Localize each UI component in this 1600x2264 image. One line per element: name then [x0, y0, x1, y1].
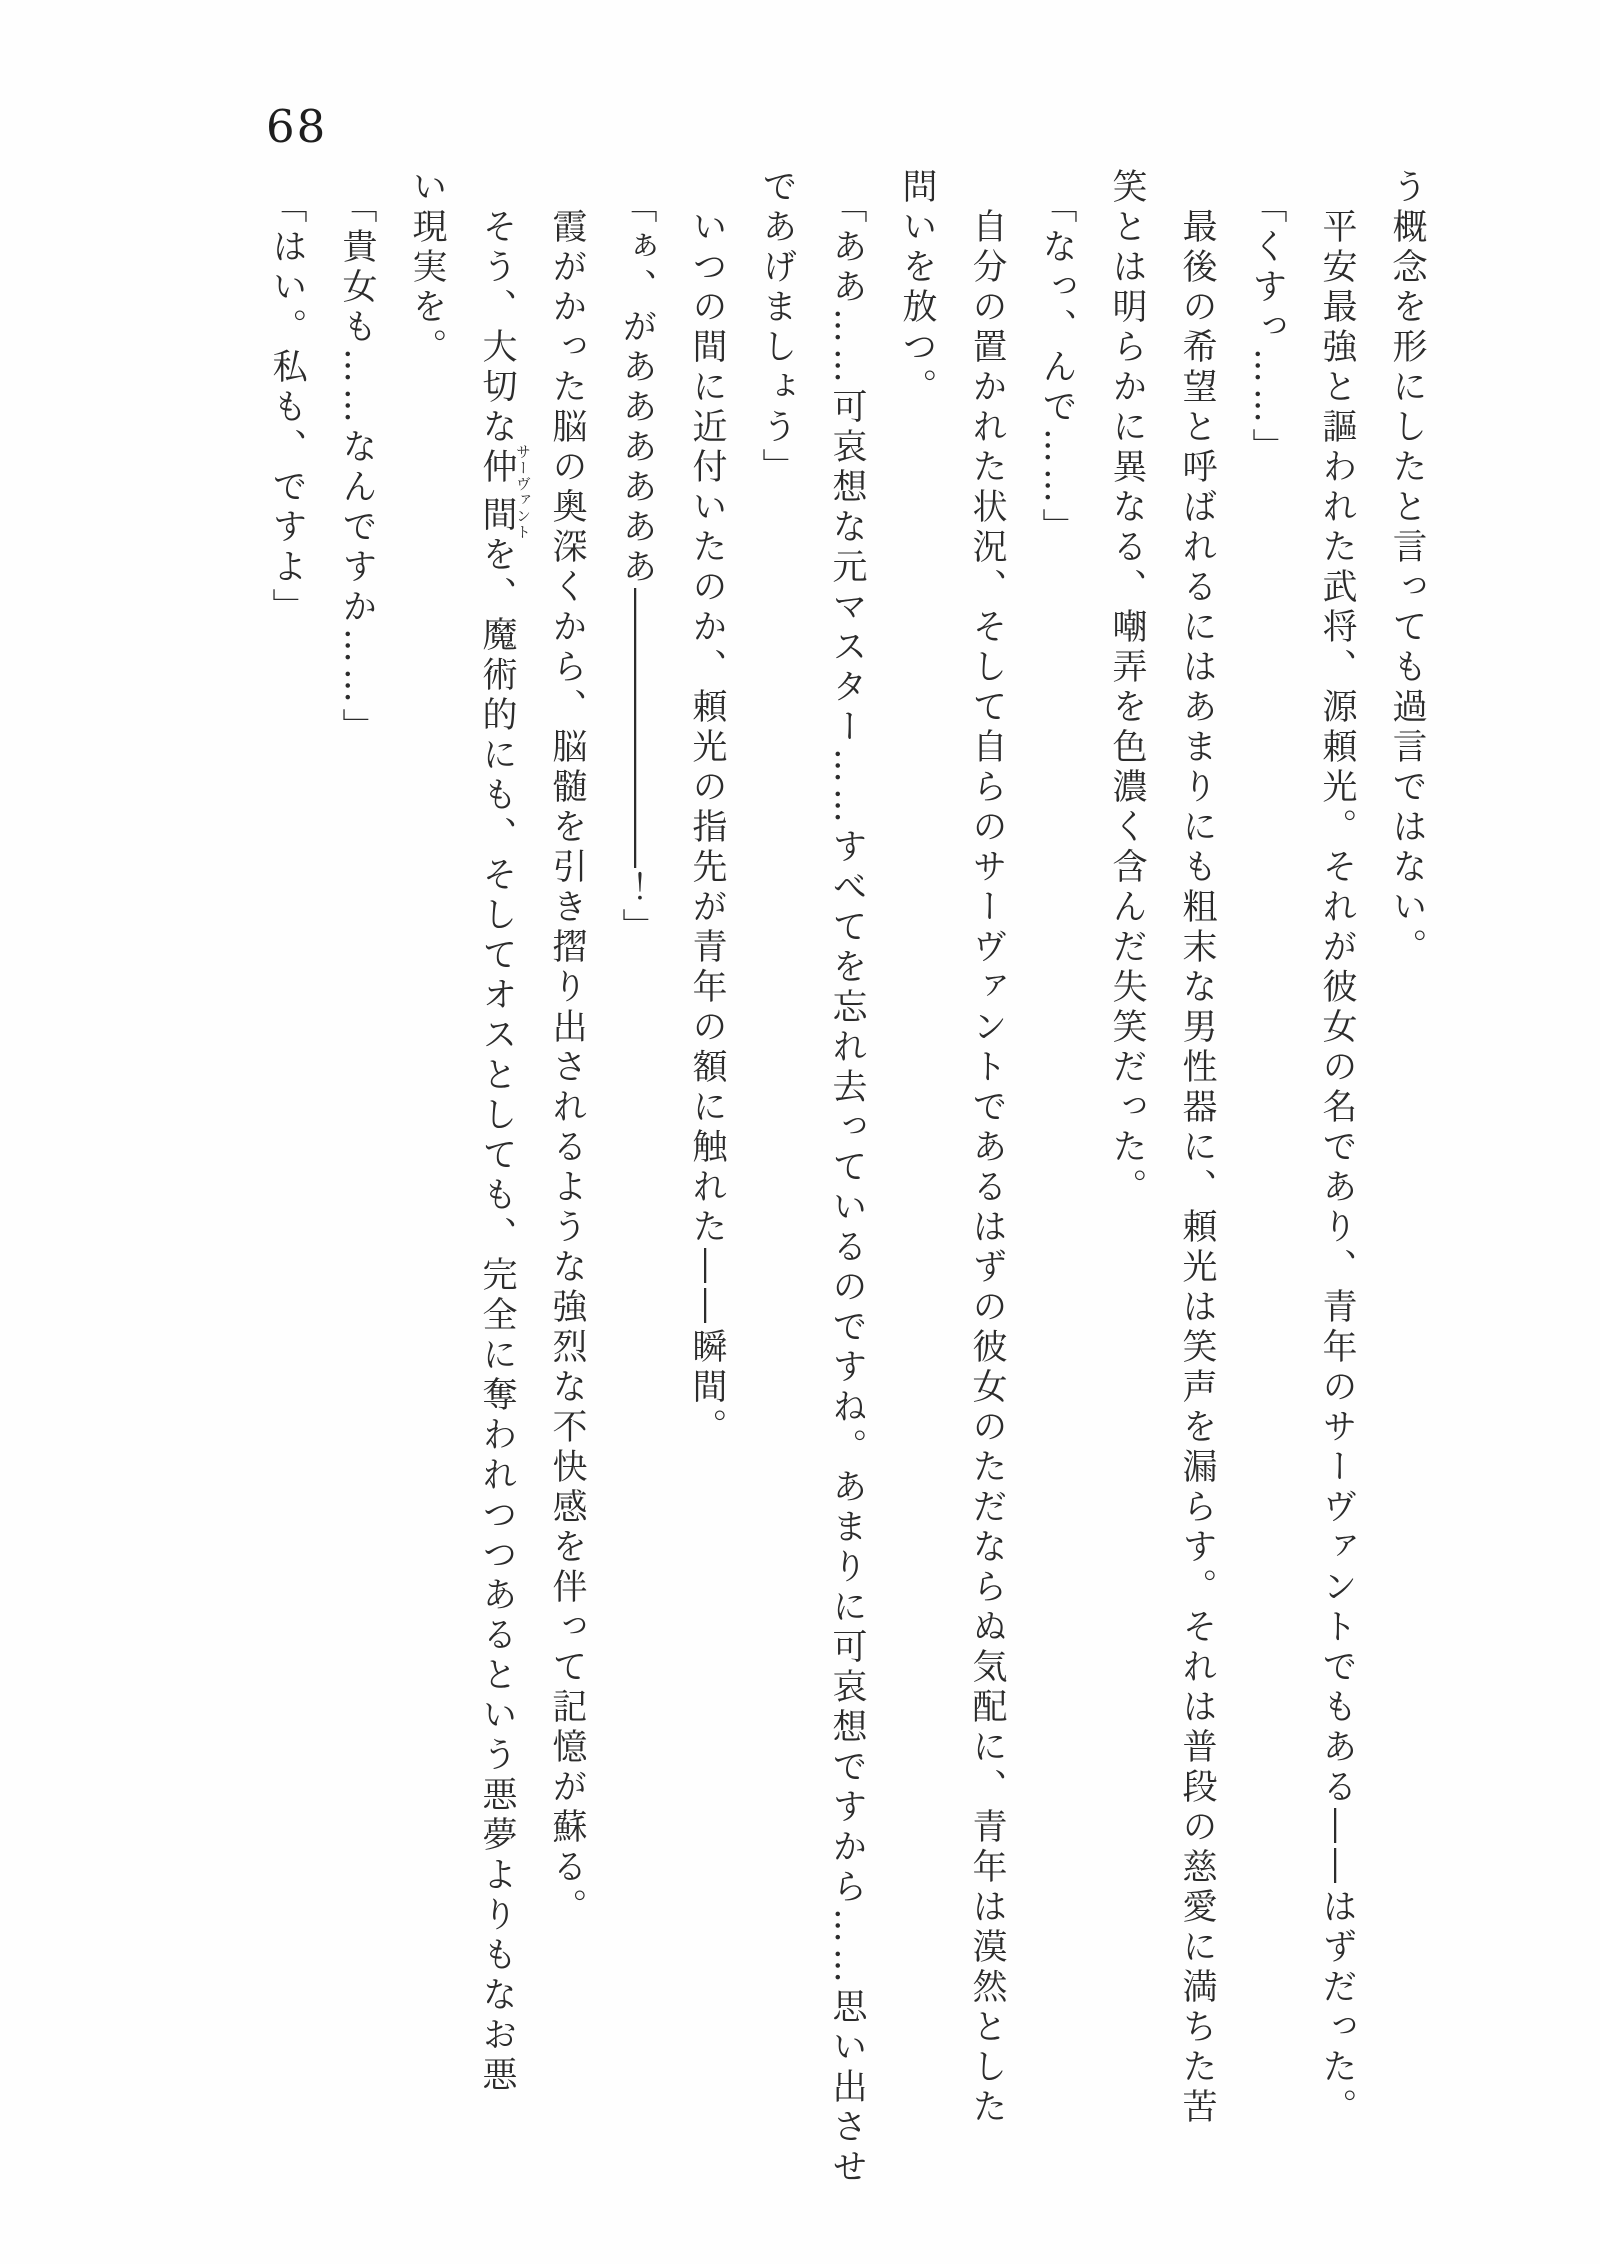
text-column: [252, 168, 322, 2140]
text-column: [1092, 168, 1162, 2140]
text-column: [392, 168, 462, 2140]
text-run: 笑とは明らかに異なる、嘲弄を色濃く含んだ失笑だった。: [1107, 168, 1147, 1208]
text-run: 「ぁ、がああああああ: [617, 188, 657, 588]
text-run: 最後の希望と呼ばれるにはあまりにも粗末な男性器に、頼光は笑声を漏らす。それは普段の慈愛に満ちた苦: [1177, 208, 1217, 2128]
text-run: 「くすっ……」: [1247, 188, 1287, 468]
text-run: を、魔術的にも、そしてオスとしても、完全に奪われつつあるという悪夢よりもなお悪: [477, 536, 517, 2096]
text-run: 「ああ……可哀想な元マスター……すべてを忘れ去っているのですね。あまりに可哀想ですから……思い出させ: [827, 188, 867, 2188]
text-column: [672, 168, 742, 2140]
text-run: 自分の置かれた状況、そして自らのサーヴァントであるはずの彼女のただならぬ気配に、青年は漠然とした: [967, 208, 1007, 2128]
text-run: い現実を。: [407, 168, 447, 368]
text-run: 「はい。私も、ですよ」: [267, 188, 307, 628]
page-number: 68: [266, 100, 328, 153]
text-column: [1022, 168, 1092, 2140]
ruby-base: 仲間: [477, 444, 517, 540]
text-run: う概念を形にしたと言っても過言ではない。: [1387, 168, 1427, 968]
text-run: 「なっ、んで……」: [1037, 188, 1077, 548]
text-run: いつの間に近付いたのか、頼光の指先が青年の額に触れた――瞬間。: [687, 208, 727, 1448]
furigana: サーヴァント: [514, 444, 532, 540]
text-column: [882, 168, 952, 2140]
text-column: [742, 168, 812, 2140]
text-run: ！」: [617, 868, 657, 948]
text-column: [602, 168, 672, 2140]
text-column: [462, 168, 532, 2140]
text-column: [1372, 168, 1442, 2140]
text-run: 霞がかった脳の奥深くから、脳髄を引き摺り出されるような強烈な不快感を伴って記憶が蘇る。: [547, 208, 587, 1928]
text-column: [1162, 168, 1232, 2140]
text-column: [812, 168, 882, 2188]
text-run: であげましょう」: [757, 168, 797, 488]
text-column: [532, 168, 602, 2140]
text-column: [322, 168, 392, 2140]
text-run: 「貴女も……なんですか……」: [337, 188, 377, 748]
text-column: [1302, 168, 1372, 2140]
text-run: 平安最強と謳われた武将、源頼光。それが彼女の名であり、青年のサーヴァントでもある――はずだった。: [1317, 208, 1357, 2128]
text-run: そう、大切な: [477, 208, 517, 448]
text-column: [1232, 168, 1302, 2140]
text-run: 問いを放つ。: [897, 168, 937, 408]
ruby-annotated-word: [477, 444, 532, 540]
long-dash: ――――――――: [617, 588, 657, 868]
vertical-text-block: [252, 168, 1442, 2188]
text-column: [952, 168, 1022, 2140]
